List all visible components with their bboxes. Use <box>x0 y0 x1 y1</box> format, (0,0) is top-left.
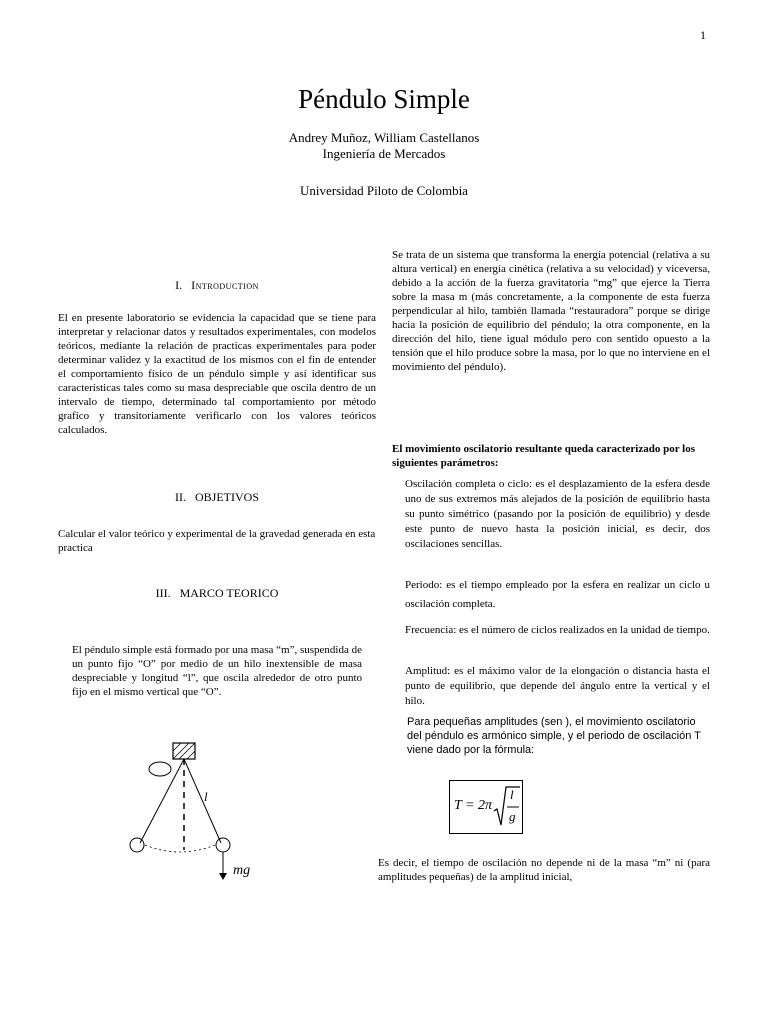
origin-marker <box>149 762 171 776</box>
parameters-heading: El movimiento oscilatorio resultante queda caracterizado por los siguientes parámetros: <box>392 443 695 469</box>
page-number: 1 <box>700 28 706 42</box>
pendulum-diagram <box>115 735 285 885</box>
section-number-marco: III. <box>155 586 171 600</box>
swing-arc <box>145 845 215 852</box>
section-title-objetivos: OBJETIVOS <box>194 490 259 504</box>
sqrt-symbol <box>493 785 521 829</box>
section-number-objetivos: II. <box>174 490 186 504</box>
period-formula <box>449 780 523 834</box>
formula-denominator: g <box>509 809 516 824</box>
intro-paragraph: El en presente laboratorio se evidencia la capacidad que se tiene para interpretar y relacionar datos y resultados experimentales, con modelos teóricos, mediante la relación de practicas experimentales para poder determinar validez y la exactitud de los mismos con el fin de entender el comportamiento físico de un péndulo simple y así identificar sus características tales como su masa despreciable que oscila dentro de un intervalo de tiempo, determinado tal comportamiento por método grafico y transitoriamente verificarlo con los valores teóricos calculados. <box>58 312 376 436</box>
right-intro-paragraph: Se trata de un sistema que transforma la energía potencial (relativa a su altura vertical) en energía cinética (relativa a su velocidad) y viceversa, debido a la acción de la fuerza gravitatoria “mg” que ejerce la Tierra sobre la masa m (más concretamente, a la componente de esta fuerza perpendicular al hilo, también llamada “restauradora” porque se dirige hacia la posición de equilibrio del péndulo; la otra componente, en la dirección del hilo, tiene igual módulo pero con sentido opuesto a la tensión que el hilo produce sobre la masa, por lo que no interviene en el movimiento del péndulo). <box>392 249 710 373</box>
mass-right <box>216 838 230 852</box>
formula-lhs: T = 2π <box>454 798 492 813</box>
weight-arrowhead <box>219 873 227 880</box>
authors: Andrey Muñoz, William Castellanos <box>288 130 480 145</box>
param-amplitud: Amplitud: es el máximo valor de la elongación o distancia hasta el punto de equilibrio, que depende del ángulo entre la vertical y el hilo. <box>405 665 710 707</box>
section-heading-intro <box>58 278 376 293</box>
section-heading-marco <box>58 586 376 601</box>
force-label: mg <box>233 863 251 878</box>
support-hatching <box>173 743 195 759</box>
affiliation: Ingeniería de Mercados <box>322 146 446 161</box>
pendulum-string-left <box>140 759 184 843</box>
param-periodo: Periodo: es el tiempo empleado por la esfera en realizar un ciclo u oscilación completa. <box>405 579 710 610</box>
mass-left <box>130 838 144 852</box>
marco-paragraph: El péndulo simple está formado por una masa “m”, suspendida de un punto fijo “O” por medio de un hilo inextensible de masa despreciable y longitud “l”, que oscila alrededor de otro punto fijo en el mismo vertical que “O”. <box>72 644 362 698</box>
objetivos-paragraph: Calcular el valor teórico y experimental de la gravedad generada en esta practica <box>58 528 376 554</box>
length-label: l <box>204 789 208 804</box>
pendulum-support <box>173 743 195 759</box>
param-oscilacion: Oscilación completa o ciclo: es el desplazamiento de la esfera desde uno de sus extremos más alejados de la posición de equilibrio hasta su punto simétrico (pasando por la posición de equilibrio) y desde este punto de nuevo hasta la posición inicial, es decir, dos oscilaciones sencillas. <box>405 478 710 550</box>
paper-title: Péndulo Simple <box>298 84 470 114</box>
pendulum-string-right <box>184 759 221 843</box>
small-amplitude-paragraph: Para pequeñas amplitudes (sen ), el movimiento oscilatorio del péndulo es armónico simple, y el periodo de oscilación T viene dado por la fórmula: <box>407 716 701 756</box>
university: Universidad Piloto de Colombia <box>300 183 468 198</box>
section-title-marco: MARCO TEORICO <box>179 586 279 600</box>
formula-numerator: l <box>510 787 514 802</box>
conclusion-paragraph: Es decir, el tiempo de oscilación no depende ni de la masa “m” ni (para amplitudes pequeñas) de la amplitud inicial, <box>378 857 710 883</box>
section-title-intro: Introduction <box>191 278 259 292</box>
section-number-intro: I. <box>175 278 183 292</box>
param-frecuencia: Frecuencia: es el número de ciclos realizados en la unidad de tiempo. <box>405 624 710 636</box>
section-heading-objetivos <box>58 490 376 505</box>
